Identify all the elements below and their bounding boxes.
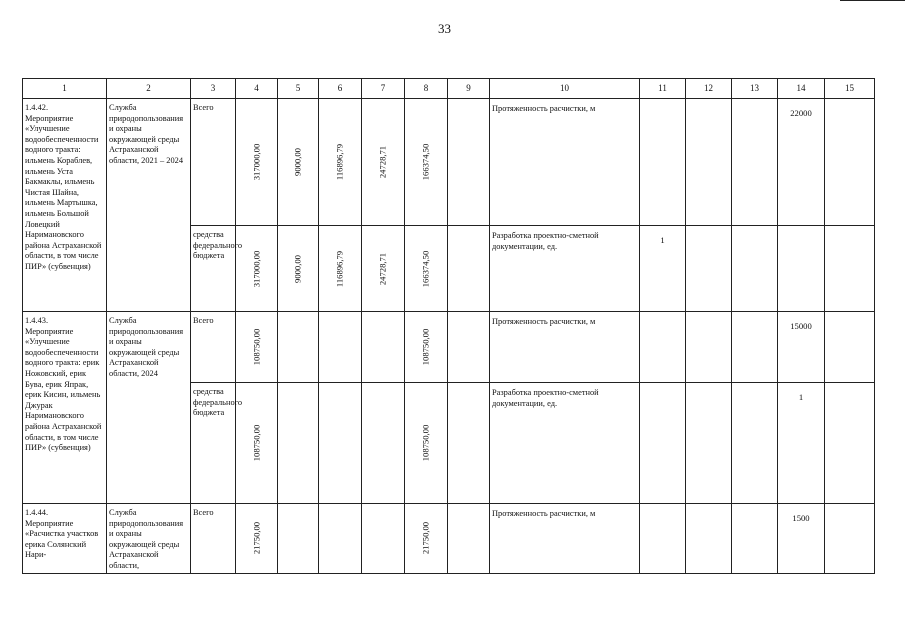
amount-2024: 21750,00: [420, 522, 431, 555]
amount-year-cell: [278, 226, 319, 312]
amount-year-cell: [405, 226, 448, 312]
empty-cell: [448, 383, 490, 504]
empty-cell: [686, 383, 732, 504]
indicator-name: Протяженность расчистки, м: [490, 312, 640, 383]
empty-cell: [319, 312, 362, 383]
indicator-value: 1500: [778, 504, 825, 574]
amount-2024: 108750,00: [420, 328, 431, 366]
empty-cell: [825, 383, 875, 504]
empty-cell: [362, 312, 405, 383]
empty-cell: [686, 99, 732, 226]
measure-row-total: [23, 504, 875, 574]
empty-cell: [362, 504, 405, 574]
amount-2024: 166374,50: [420, 143, 431, 181]
amount-year-cell: [405, 383, 448, 504]
column-number-header-row: [23, 79, 875, 99]
funding-source: Всего: [191, 99, 236, 226]
column-number: 3: [191, 79, 236, 99]
amount-total: 21750,00: [251, 522, 262, 555]
empty-cell: [278, 312, 319, 383]
empty-cell: [640, 312, 686, 383]
amount-2024: 108750,00: [420, 424, 431, 462]
amount-total: 108750,00: [251, 328, 262, 366]
amount-total-cell: [236, 504, 278, 574]
column-number: 7: [362, 79, 405, 99]
empty-cell: [640, 504, 686, 574]
amount-total-cell: [236, 312, 278, 383]
funding-source: Всего: [191, 504, 236, 574]
empty-cell: [448, 226, 490, 312]
empty-cell: [448, 504, 490, 574]
measure-row-total: [23, 99, 875, 226]
amount-2021: 9000,00: [292, 148, 303, 176]
funding-source: средства федерального бюджета: [191, 383, 236, 504]
amount-year-cell: [362, 226, 405, 312]
amount-2023: 24728,71: [377, 145, 388, 179]
indicator-value: [778, 226, 825, 312]
empty-cell: [319, 383, 362, 504]
executor-and-period: Служба природопользования и охраны окружающей среды Астраханской области, 2021 – 2024: [107, 99, 191, 312]
empty-cell: [825, 226, 875, 312]
measure-description: 1.4.42. Мероприятие «Улучшение водообеспеченности водного тракта: ильмень Кораблев, ильмень Уста Бакмаклы, ильмень Чистая Шайна, ильмень Мартышка, ильмень Большой Ловецкий Наримановского района Астраханской области, в том числе ПИР» (субвенция): [23, 99, 107, 312]
empty-cell: [686, 504, 732, 574]
measure-description: 1.4.44. Мероприятие «Расчистка участков ерика Солянский Нари-: [23, 504, 107, 574]
empty-cell: [362, 383, 405, 504]
empty-cell: [448, 312, 490, 383]
amount-2023: 24728,71: [377, 252, 388, 285]
column-number: 4: [236, 79, 278, 99]
column-number: 2: [107, 79, 191, 99]
empty-cell: [686, 226, 732, 312]
amount-total-cell: [236, 226, 278, 312]
amount-total-cell: [236, 99, 278, 226]
column-number: 5: [278, 79, 319, 99]
funding-source: средства федерального бюджета: [191, 226, 236, 312]
amount-2024: 166374,50: [420, 250, 431, 287]
amount-2022: 116896,79: [334, 250, 345, 287]
measure-description: 1.4.43. Мероприятие «Улучшение водообеспеченности водного тракта: ерик Ножовский, ерик Бува, ерик Япрак, ерик Кисин, ильмень Джурак Наримановского района Астраханской области, в том числе ПИР» (субвенция): [23, 312, 107, 504]
empty-cell: [732, 504, 778, 574]
amount-year-cell: [319, 226, 362, 312]
empty-cell: [825, 504, 875, 574]
column-number: 13: [732, 79, 778, 99]
empty-cell: [825, 99, 875, 226]
indicator-name: Протяженность расчистки, м: [490, 504, 640, 574]
empty-cell: [686, 312, 732, 383]
amount-total-cell: [236, 383, 278, 504]
indicator-value: 1: [640, 226, 686, 312]
column-number: 10: [490, 79, 640, 99]
indicator-name: Разработка проектно-сметной документации, ед.: [490, 226, 640, 312]
executor-and-period: Служба природопользования и охраны окружающей среды Астраханской области,: [107, 504, 191, 574]
empty-cell: [732, 383, 778, 504]
column-number: 12: [686, 79, 732, 99]
amount-2022: 116896,79: [334, 143, 345, 181]
amount-year-cell: [319, 99, 362, 226]
empty-cell: [732, 312, 778, 383]
amount-year-cell: [405, 99, 448, 226]
amount-year-cell: [278, 99, 319, 226]
indicator-value: 1: [778, 383, 825, 504]
program-measures-table: [22, 78, 875, 574]
indicator-value: 22000: [778, 99, 825, 226]
page-number: 33: [438, 21, 451, 36]
empty-cell: [732, 99, 778, 226]
empty-cell: [319, 504, 362, 574]
column-number: 1: [23, 79, 107, 99]
indicator-name: Протяженность расчистки, м: [490, 99, 640, 226]
corner-rule: [840, 0, 905, 1]
empty-cell: [278, 383, 319, 504]
empty-cell: [640, 383, 686, 504]
empty-cell: [825, 312, 875, 383]
amount-year-cell: [405, 504, 448, 574]
indicator-value: [640, 99, 686, 226]
column-number: 6: [319, 79, 362, 99]
funding-source: Всего: [191, 312, 236, 383]
amount-total: 108750,00: [251, 424, 262, 462]
column-number: 8: [405, 79, 448, 99]
amount-total: 317000,00: [251, 143, 262, 181]
amount-total: 317000,00: [251, 250, 262, 287]
empty-cell: [448, 99, 490, 226]
indicator-name: Разработка проектно-сметной документации, ед.: [490, 383, 640, 504]
executor-and-period: Служба природопользования и охраны окружающей среды Астраханской области, 2024: [107, 312, 191, 504]
column-number: 11: [640, 79, 686, 99]
amount-2021: 9000,00: [292, 254, 303, 283]
column-number: 9: [448, 79, 490, 99]
empty-cell: [732, 226, 778, 312]
measure-row-total: [23, 312, 875, 383]
empty-cell: [278, 504, 319, 574]
indicator-value: 15000: [778, 312, 825, 383]
amount-year-cell: [362, 99, 405, 226]
column-number: 14: [778, 79, 825, 99]
column-number: 15: [825, 79, 875, 99]
amount-year-cell: [405, 312, 448, 383]
